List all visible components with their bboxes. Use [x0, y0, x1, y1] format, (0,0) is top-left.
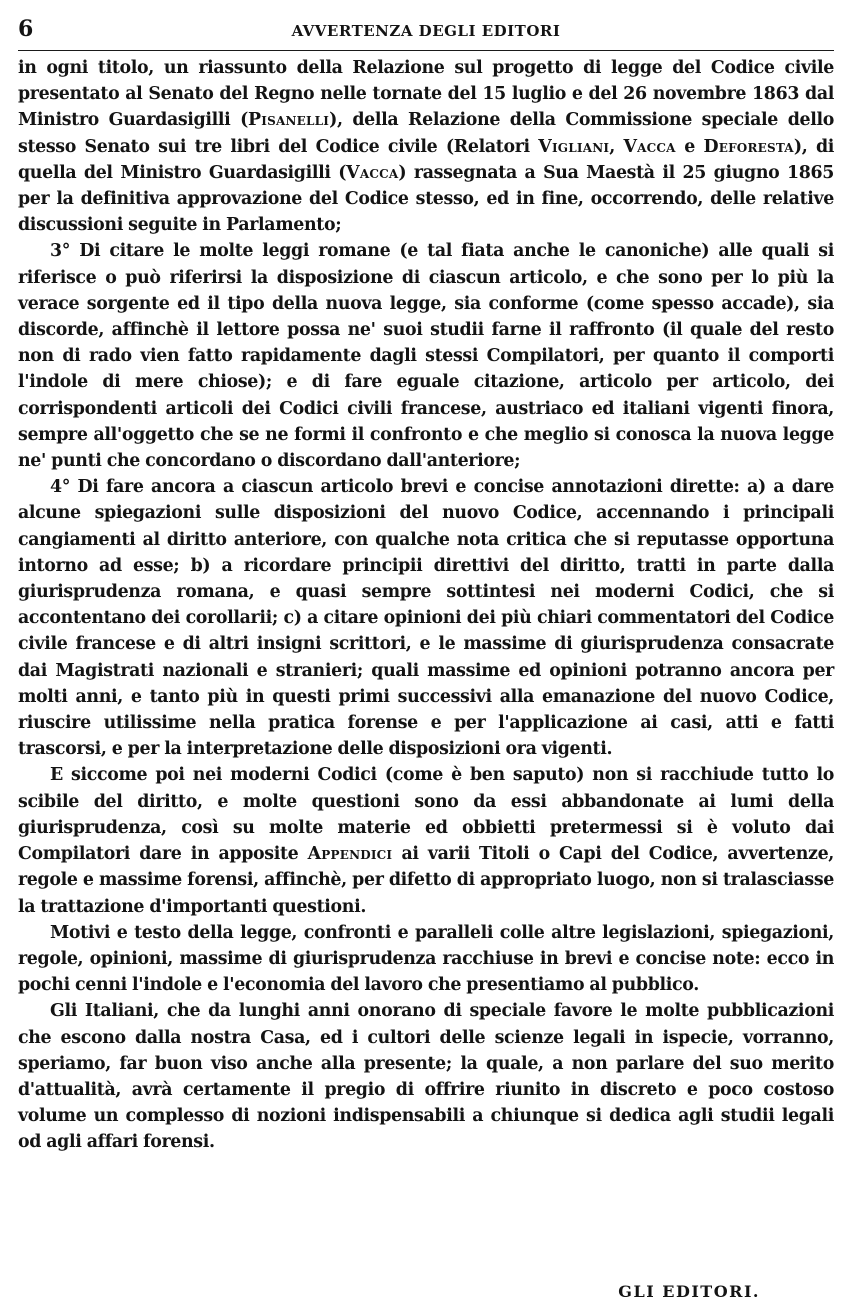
name-vacca-minister: Vacca — [346, 162, 399, 183]
signature: GLI EDITORI. — [618, 1282, 760, 1301]
text-run: in ogni titolo, un riassunto della Relazione sul progetto di legge del Codice civile presentato al Senato del Regno nelle tornate del 15 luglio e del 26 novembre 1863 dal Ministro Guardasigilli ( — [18, 58, 834, 131]
paragraph-point-4: 4° Di fare ancora a ciascun articolo brevi e concise annotazioni dirette: a) a dare alcune spiegazioni sulle disposizioni del nuovo Codice, accennando i principali cangiamenti al diritto anteriore, con qualche nota critica che si reputasse opportuna intorno ad esse; b) a ricordare principii direttivi del diritto, tratti in parte dalla giurisprudenza romana, e quasi sempre sottintesi nei moderni Codici, che si accontentano dei corollarii; c) a citare opinioni dei più chiari commentatori del Codice civile francese e di altri insigni scrittori, e le massime di giurisprudenza consacrate dai Magistrati nazionali e stranieri; quali massime ed opinioni potranno ancora per molti anni, e tanto più in questi primi successivi alla emanazione del nuovo Codice, riuscire utilissime nella pratica forense e per l'applicazione ai casi, atti e fatti trascorsi, e per la interpretazione delle disposizioni ora vigenti. — [18, 477, 834, 760]
text-run: E siccome poi nei moderni Codici (come è ben saputo) non si racchiude tutto lo scibile del diritto, e molte questioni sono da essi abbandonate ai lumi della giurisprudenza, così su molte materie ed obbietti pretermessi si è voluto dai Compilatori dare in apposite — [18, 765, 834, 865]
paragraph-closing: Gli Italiani, che da lunghi anni onorano di speciale favore le molte pubblicazioni che escono dalla nostra Casa, ed i cultori delle scienze legali in ispecie, vorranno, speriamo, far buon viso anche alla presente; la quale, a non parlare del suo merito d'attualità, avrà certamente il pregio di offrire riunito in discreto e poco costoso volume un complesso di nozioni indispensabili a chiunque si dedica agli studii legali od agli affari forensi. — [18, 1001, 834, 1153]
text-run: e — [675, 136, 704, 157]
paragraph-point-3: 3° Di citare le molte leggi romane (e tal fiata anche le canoniche) alle quali si riferisce o può riferirsi la disposizione di ciascun articolo, e che sono per lo più la verace sorgente ed il tipo della nuova legge, sia conforme (come spesso accade), sia discorde, affinchè il lettore possa ne' suoi studii farne il raffronto (il quale del resto non di rado vien fatto rapidamente dagli stessi Compilatori, per quanto il comporti l'indole di mere chiose); e di fare eguale citazione, articolo per articolo, dei corrispondenti articoli dei Codici civili francese, austriaco ed italiani vigenti finora, sempre all'oggetto che se ne formi il confronto e che meglio si conosca la nuova legge ne' punti che concordano o discordano dall'anteriore; — [18, 241, 834, 472]
term-appendici: Appendici — [307, 844, 393, 865]
body-text — [18, 55, 834, 1156]
paragraph-appendici — [18, 762, 834, 919]
name-pisanelli: Pisanelli — [247, 110, 330, 131]
text-run: ), di quella del Ministro Guardasigilli ( — [18, 136, 835, 183]
running-title: AVVERTENZA DEGLI EDITORI — [291, 22, 561, 40]
running-header — [18, 14, 834, 51]
name-vigliani: Vigliani — [538, 136, 610, 157]
paragraph-summary: Motivi e testo della legge, confronti e paralleli colle altre legislazioni, spiegazioni, regole, opinioni, massime di giurisprudenza racchiuse in brevi e concise note: ecco in pochi cenni l'indole e l'economia del lavoro che presentiamo al pubblico. — [18, 922, 834, 996]
text-run: , — [609, 136, 624, 157]
page-number: 6 — [18, 16, 34, 42]
text-run: ), della Relazione della Commissione speciale dello stesso Senato sui tre libri del Codice civile (Relatori — [18, 110, 834, 157]
name-deforesta: Deforesta — [703, 136, 794, 157]
document-page — [18, 14, 834, 1156]
text-run: ) rassegnata a Sua Maestà il 25 giugno 1865 per la definitiva approvazione del Codice stesso, ed in fine, occorrendo, delle relative discussioni seguite in Parlamento; — [18, 162, 835, 236]
text-run: ai varii Titoli o Capi del Codice, avvertenze, regole e massime forensi, affinchè, per difetto di appropriato luogo, non si tralasciasse la trattazione d'importanti questioni. — [18, 844, 834, 917]
name-vacca: Vacca — [623, 136, 676, 157]
paragraph-continuation — [18, 55, 834, 238]
